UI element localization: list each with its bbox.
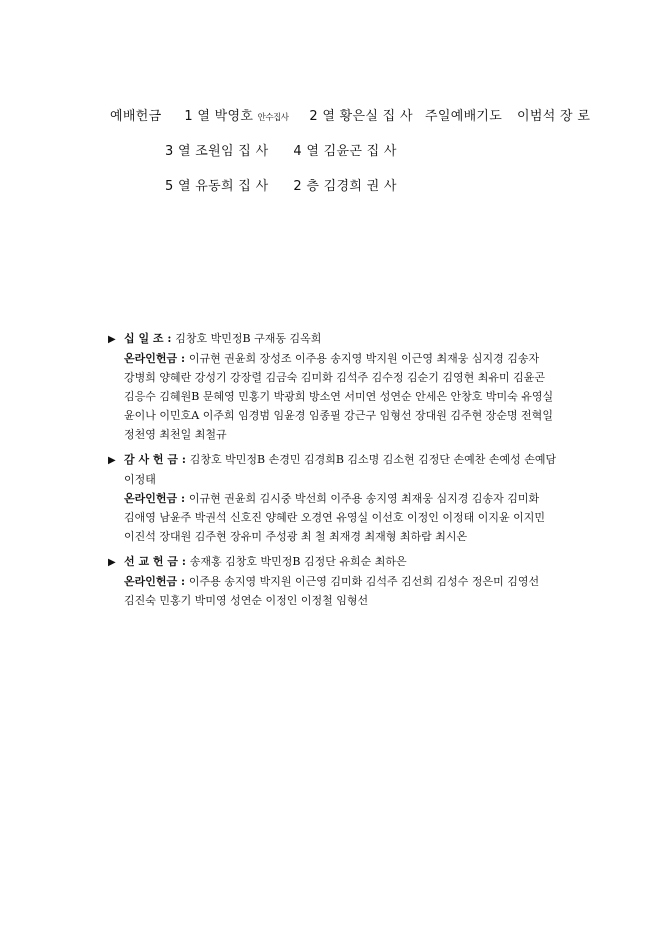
header-row-3 bbox=[165, 175, 397, 194]
donor-line: 김진숙 민홍기 박미영 성연순 이정인 이정철 임형선 bbox=[124, 594, 369, 607]
section-tithe bbox=[108, 329, 608, 444]
online-line: 온라인헌금 : 이주용 송지영 박지원 이근영 김미화 김석주 김선희 김성수 정은미 김영선 bbox=[124, 575, 540, 588]
section-title-line: ▶ 선 교 헌 금 : 송재홍 김창호 박민정B 김정단 유희순 최하은 bbox=[108, 552, 608, 572]
donor-line: 윤이나 이민호A 이주희 임경범 임윤경 임종필 강근구 임형선 장대원 김주현 장순명 전혁일 bbox=[124, 409, 553, 422]
header-row-2 bbox=[165, 140, 397, 159]
section-thanksgiving bbox=[108, 450, 608, 546]
row2-col1: 3 열 조원임 집 사 bbox=[165, 144, 269, 159]
online-label: 온라인헌금 bbox=[124, 492, 178, 505]
online-label: 온라인헌금 bbox=[124, 352, 178, 365]
section-title: 선 교 헌 금 bbox=[124, 555, 178, 568]
donor-line: 강병희 양혜란 강성기 강장렬 김금숙 김미화 김석주 김수정 김순기 김영현 최유미 김윤곤 bbox=[124, 371, 545, 384]
donor-line: 김애영 남윤주 박권석 신호진 양혜란 오경연 유영실 이선호 이정인 이정태 이지윤 이지민 bbox=[124, 511, 545, 524]
triangle-bullet-icon: ▶ bbox=[108, 334, 116, 345]
section-title: 감 사 헌 금 bbox=[124, 453, 178, 466]
triangle-bullet-icon: ▶ bbox=[108, 557, 116, 568]
donor-line: 김창호 박민정B 구재동 김옥희 bbox=[175, 332, 322, 345]
offering-label: 예배헌금 bbox=[110, 109, 162, 124]
section-mission bbox=[108, 552, 608, 610]
donor-line: 이정태 bbox=[124, 473, 156, 486]
prayer-name: 이범석 장 로 bbox=[517, 109, 591, 124]
row3-col1: 5 열 유동희 집 사 bbox=[165, 179, 269, 194]
section-title: 십 일 조 bbox=[124, 332, 164, 345]
donor-line: 정천영 최천일 최철규 bbox=[124, 428, 227, 441]
prayer-line bbox=[425, 105, 590, 124]
donor-line: 이진석 장대원 김주현 장유미 주성광 최 철 최재경 최재형 최하람 최시온 bbox=[124, 530, 468, 543]
section-title-line: ▶ 십 일 조 : 김창호 박민정B 구재동 김옥희 bbox=[108, 329, 608, 349]
triangle-bullet-icon: ▶ bbox=[108, 455, 116, 466]
row3-col2: 2 층 김경희 권 사 bbox=[293, 179, 397, 194]
row1-col1-number: 1 열 bbox=[184, 109, 211, 124]
donor-line: 이주용 송지영 박지원 이근영 김미화 김석주 김선희 김성수 정은미 김영선 bbox=[188, 575, 540, 588]
online-label: 온라인헌금 bbox=[124, 575, 178, 588]
online-line: 온라인헌금 : 이규현 권윤희 김시중 박선희 이주용 송지영 최재웅 심지경 김송자 김미화 bbox=[124, 492, 540, 505]
donor-line: 송재홍 김창호 박민정B 김정단 유희순 최하은 bbox=[189, 555, 407, 568]
donor-line: 김창호 박민정B 손경민 김경희B 김소명 김소현 김정단 손예찬 손예성 손예담 bbox=[189, 453, 557, 466]
donor-line: 이규현 권윤희 장성조 이주용 송지영 박지원 이근영 최재웅 심지경 김송자 bbox=[188, 352, 540, 365]
prayer-label: 주일예배기도 bbox=[425, 109, 503, 124]
row1-col1-name: 박영호 bbox=[214, 109, 254, 124]
section-title-line: ▶ 감 사 헌 금 : 김창호 박민정B 손경민 김경희B 김소명 김소현 김정단 손예찬 손예성 손예담 bbox=[108, 450, 608, 470]
donor-line: 김응수 김혜원B 문혜영 민홍기 박광희 방소연 서미연 성연순 안세은 안창호 박미숙 유영실 bbox=[124, 390, 554, 403]
header-row-1 bbox=[110, 105, 413, 124]
donor-line: 이규현 권윤희 김시중 박선희 이주용 송지영 최재웅 심지경 김송자 김미화 bbox=[188, 492, 540, 505]
row1-col1-title: 안수집사 bbox=[257, 113, 289, 123]
row2-col2: 4 열 김윤곤 집 사 bbox=[293, 144, 397, 159]
online-line: 온라인헌금 : 이규현 권윤희 장성조 이주용 송지영 박지원 이근영 최재웅 심지경 김송자 bbox=[124, 352, 540, 365]
row1-col2: 2 열 황은실 집 사 bbox=[309, 109, 413, 124]
